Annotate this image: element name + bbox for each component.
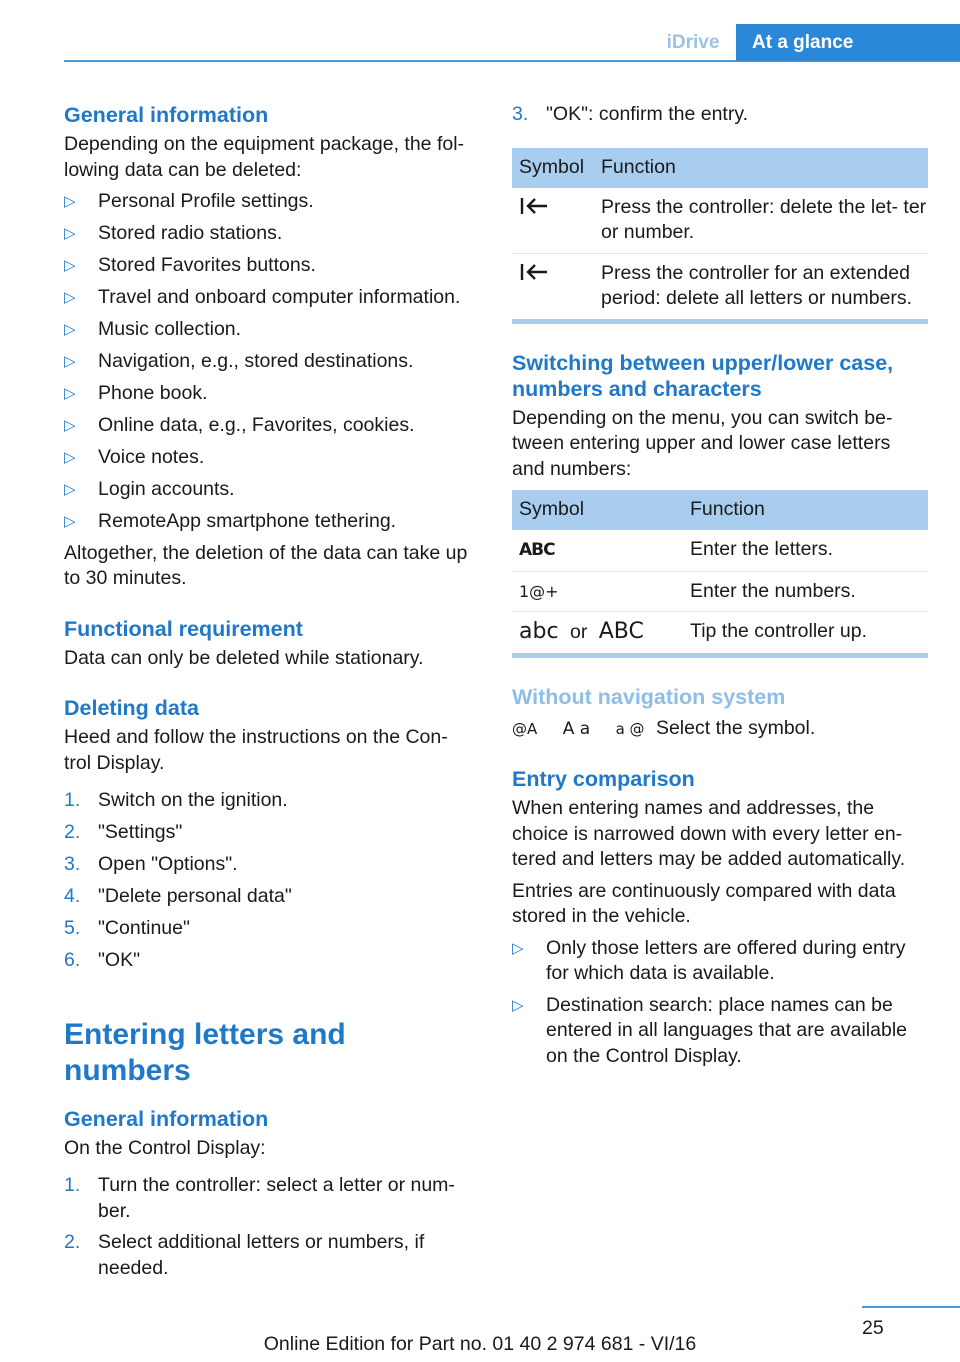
table-cell-function: Press the controller for an extended period: delete all letters or numbers. — [601, 261, 913, 309]
numbers-mode-icon: 1@+ — [519, 581, 559, 601]
without-navigation-heading: Without navigation system — [512, 684, 786, 709]
table-end-rule — [512, 653, 928, 658]
deletable-data-list — [64, 189, 480, 535]
deleting-steps-list — [64, 788, 480, 974]
list-item: 5. "Continue" — [64, 917, 190, 939]
table-row — [512, 571, 928, 612]
list-item: ▷ Online data, e.g., Favorites, cookies. — [64, 413, 480, 439]
chapter-tab-at-a-glance[interactable]: At a glance — [736, 24, 960, 61]
entering-steps-list — [64, 1173, 480, 1281]
footer-rule — [862, 1306, 960, 1308]
lowercase-icon: abc — [519, 619, 559, 644]
triangle-bullet-icon: ▷ — [64, 257, 76, 274]
list-item: ▷ Navigation, e.g., stored destinations. — [64, 349, 480, 375]
list-item: ▷ Personal Profile settings. — [64, 189, 480, 215]
list-item: ▷ Music collection. — [64, 317, 480, 343]
list-item: ▷ RemoteApp smartphone tethering. — [64, 509, 480, 535]
list-item: ▷ Travel and onboard computer information. — [64, 285, 480, 311]
list-item: 1. Turn the controller: select a letter or num‐ ber. — [64, 1174, 455, 1222]
switching-case-heading: Switching between upper/lower case, numbers and characters — [512, 350, 894, 401]
entry-comparison-list — [512, 936, 928, 1070]
functional-requirement-text: Data can only be deleted while stationary. — [64, 646, 424, 669]
table-row — [512, 612, 928, 653]
table-header-function: Function — [683, 490, 928, 530]
list-item: 6. "OK" — [64, 949, 141, 971]
table-row — [512, 530, 928, 571]
triangle-bullet-icon: ▷ — [512, 996, 524, 1014]
triangle-bullet-icon: ▷ — [64, 385, 76, 402]
left-column — [64, 102, 480, 1281]
triangle-bullet-icon: ▷ — [64, 289, 76, 306]
list-item: ▷ Only those letters are offered during entry for which data is available. — [512, 936, 906, 984]
entry-comparison-text: Entries are continuously compared with data stored in the vehicle. — [512, 879, 896, 927]
table-cell-function: Enter the numbers. — [683, 571, 928, 612]
page-number: 25 — [862, 1317, 884, 1339]
confirm-step-list — [512, 102, 928, 128]
case-symbol-table — [512, 490, 928, 653]
backspace-icon — [519, 261, 551, 283]
entering-letters-heading: Entering letters and numbers — [64, 1017, 346, 1087]
without-navigation-text: @A A a a @ Select the symbol. — [512, 716, 816, 739]
letters-mode-icon: ABC — [519, 540, 555, 560]
list-item: ▷ Stored radio stations. — [64, 221, 480, 247]
list-item: 3. "OK": confirm the entry. — [512, 103, 749, 125]
functional-requirement-heading: Functional requirement — [64, 616, 303, 641]
at-letter-icon: @A — [512, 719, 538, 738]
list-item: ▷ Stored Favorites buttons. — [64, 253, 480, 279]
table-cell-function: Tip the controller up. — [690, 620, 868, 642]
table-cell-function: Press the controller: delete the let‐ ter or number. — [594, 188, 928, 254]
list-item: ▷ Login accounts. — [64, 477, 480, 503]
deleting-data-text: Heed and follow the instructions on the Con‐ trol Display. — [64, 726, 448, 774]
table-end-rule — [512, 319, 928, 324]
deletion-time-text: Altogether, the deletion of the data can take up to 30 minutes. — [64, 541, 468, 589]
list-item: 4. "Delete personal data" — [64, 885, 292, 907]
list-item: 3. Open "Options". — [64, 853, 238, 875]
backspace-icon — [519, 195, 551, 217]
edition-footer: Online Edition for Part no. 01 40 2 974 681 - VI/16 — [263, 1333, 697, 1355]
table-row — [512, 188, 928, 254]
entering-general-text: On the Control Display: — [64, 1136, 266, 1159]
triangle-bullet-icon: ▷ — [64, 225, 76, 242]
switching-case-text: Depending on the menu, you can switch be‐ tween entering upper and lower case letters and numbers: — [512, 406, 893, 480]
section-tab-idrive[interactable]: iDrive — [650, 26, 736, 60]
triangle-bullet-icon: ▷ — [64, 513, 76, 530]
triangle-bullet-icon: ▷ — [512, 939, 524, 957]
general-info-text: Depending on the equipment package, the fol‐ lowing data can be deleted: — [64, 133, 465, 181]
list-item: 2. "Settings" — [64, 821, 183, 843]
triangle-bullet-icon: ▷ — [64, 417, 76, 434]
uppercase-icon: ABC — [598, 619, 644, 644]
table-header-function: Function — [594, 148, 928, 188]
triangle-bullet-icon: ▷ — [64, 481, 76, 498]
triangle-bullet-icon: ▷ — [64, 321, 76, 338]
table-row — [512, 253, 928, 319]
list-item: 2. Select additional letters or numbers, if needed. — [64, 1231, 425, 1279]
delete-symbol-table — [512, 148, 928, 319]
entering-general-heading: General information — [64, 1106, 269, 1131]
table-header-symbol: Symbol — [512, 490, 683, 530]
table-header-symbol: Symbol — [512, 148, 594, 188]
deleting-data-heading: Deleting data — [64, 696, 199, 720]
table-cell-function: Enter the letters. — [683, 530, 928, 571]
list-item: ▷ Voice notes. — [64, 445, 480, 471]
triangle-bullet-icon: ▷ — [64, 353, 76, 370]
letter-case-icon: A a — [562, 718, 591, 739]
general-info-heading: General information — [64, 103, 269, 127]
entry-comparison-heading: Entry comparison — [512, 767, 695, 791]
list-item: ▷ Destination search: place names can be entered in all languages that are available on the Control Display. — [512, 993, 908, 1067]
entry-comparison-text: When entering names and addresses, the choice is narrowed down with every letter en‐ tered and letters may be added automatically. — [512, 797, 906, 870]
right-column — [512, 102, 928, 1069]
triangle-bullet-icon: ▷ — [64, 193, 76, 210]
triangle-bullet-icon: ▷ — [64, 449, 76, 466]
letter-at-icon: a @ — [615, 719, 645, 738]
list-item: 1. Switch on the ignition. — [64, 789, 288, 811]
list-item: ▷ Phone book. — [64, 381, 480, 407]
or-label: or — [569, 621, 588, 643]
